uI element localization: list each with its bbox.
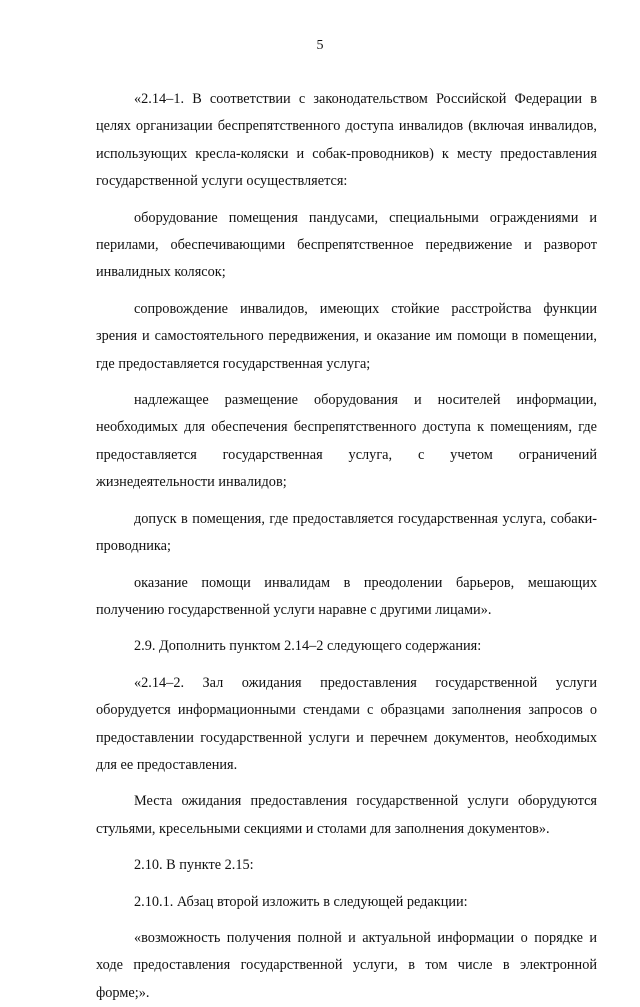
paragraph-guide-dog: допуск в помещения, где предоставляется государственная услуга, собаки-проводника; [96, 510, 597, 555]
paragraph-2-14-1: «2.14–1. В соответствии с законодательством Российской Федерации в целях организации беспрепятственного доступа инвалидов (включая инвалидов, использующих кресла-коляски и собак-проводников) к месту предоставления государственной услуги осуществляется: [96, 91, 597, 190]
paragraph-equipment: надлежащее размещение оборудования и носителей информации, необходимых для обеспечения беспрепятственного доступа к помещениям, где предоставляется государственная услуга, с учетом ограничений жизнедеятельности инвалидов; [96, 392, 597, 491]
paragraph-waiting-places: Места ожидания предоставления государственной услуги оборудуются стульями, кресельными секциями и столами для заполнения документов». [96, 793, 597, 837]
document-body [96, 86, 597, 1007]
paragraph-2-14-2: «2.14–2. Зал ожидания предоставления государственной услуги оборудуется информационными стендами с образцами заполнения запросов о предоставлении государственной услуги и перечнем документов, необходимых для ее предоставления. [96, 674, 597, 773]
paragraph-ramps: оборудование помещения пандусами, специальными ограждениями и перилами, обеспечивающими беспрепятственное передвижение и разворот инвалидных колясок; [96, 209, 597, 281]
paragraph-2-9: 2.9. Дополнить пунктом 2.14–2 следующего содержания: [134, 638, 482, 655]
paragraph-escort: сопровождение инвалидов, имеющих стойкие расстройства функции зрения и самостоятельного передвижения, и оказание им помощи в помещении, где предоставляется государственная услуга; [96, 300, 597, 372]
page-number: 5 [316, 38, 324, 53]
paragraph-information-access: «возможность получения полной и актуальной информации о порядке и ходе предоставления государственной услуги, в том числе в электронной форме;». [96, 929, 597, 1001]
paragraph-2-10-1: 2.10.1. Абзац второй изложить в следующей редакции: [134, 893, 468, 910]
paragraph-barriers: оказание помощи инвалидам в преодолении барьеров, мешающих получению государственной услуги наравне с другими лицами». [96, 574, 597, 618]
paragraph-2-10: 2.10. В пункте 2.15: [134, 857, 254, 874]
